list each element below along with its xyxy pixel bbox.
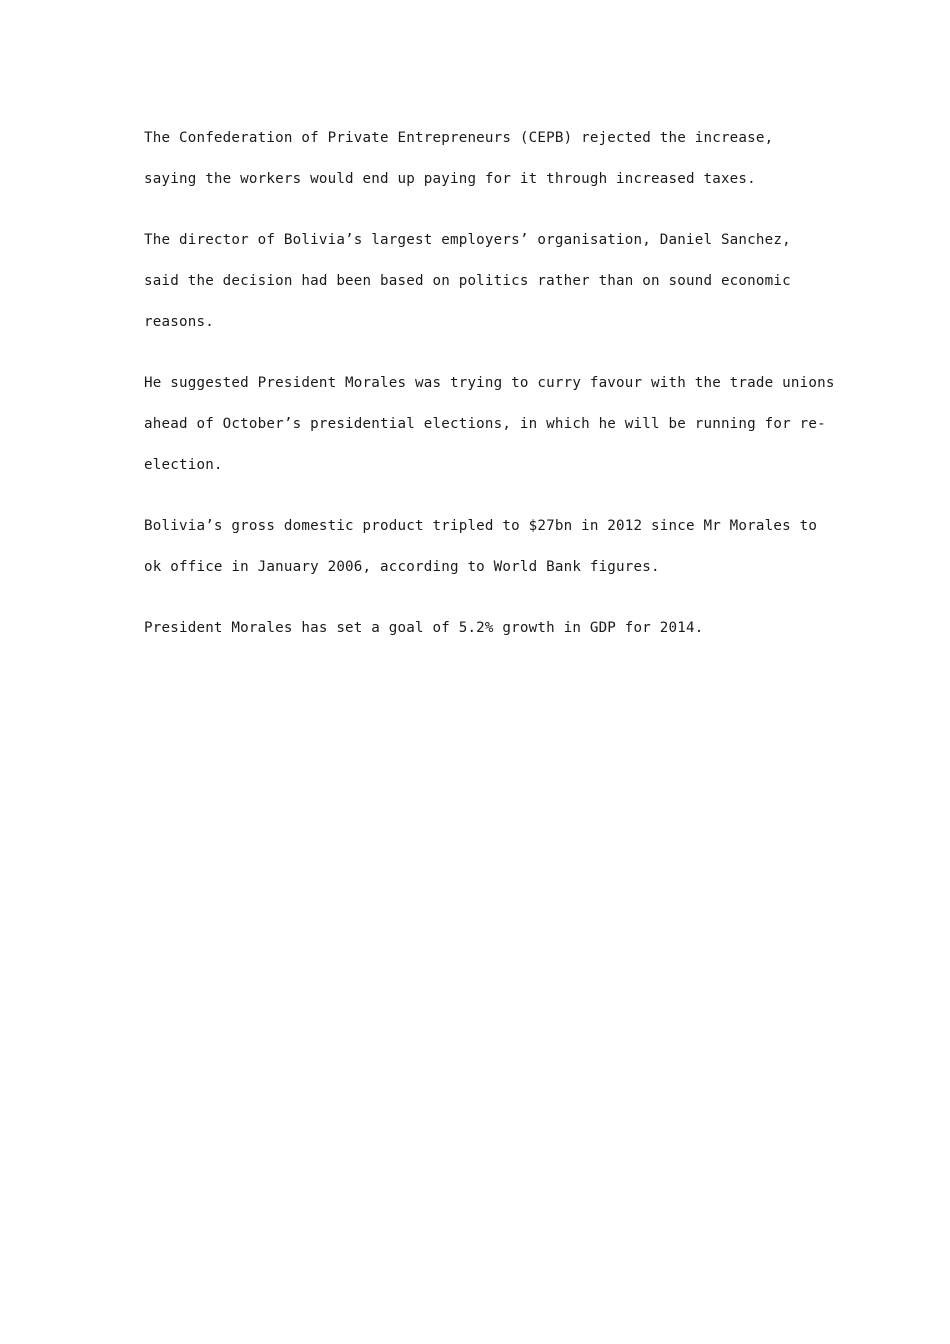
paragraph-5	[144, 608, 814, 649]
paragraph-2	[144, 220, 814, 343]
document-body	[144, 118, 835, 669]
paragraph-line: ok office in January 2006, according to World Bank figures.	[144, 559, 660, 575]
paragraph-line: Bolivia’s gross domestic product tripled to $27bn in 2012 since Mr Morales to	[144, 518, 818, 534]
paragraph-line: reasons.	[144, 314, 214, 330]
paragraph-3	[144, 363, 835, 486]
paragraph-1	[144, 118, 814, 200]
paragraph-line: said the decision had been based on politics rather than on sound economic	[144, 273, 791, 289]
paragraph-line: President Morales has set a goal of 5.2% growth in GDP for 2014.	[144, 620, 704, 636]
paragraph-line: election.	[144, 457, 223, 473]
paragraph-line: saying the workers would end up paying for it through increased taxes.	[144, 171, 756, 187]
paragraph-line: The Confederation of Private Entrepreneurs (CEPB) rejected the increase,	[144, 130, 774, 146]
paragraph-line: The director of Bolivia’s largest employers’ organisation, Daniel Sanchez,	[144, 232, 791, 248]
paragraph-line: ahead of October’s presidential elections, in which he will be running for re-	[144, 416, 826, 432]
paragraph-4	[144, 506, 818, 588]
paragraph-line: He suggested President Morales was trying to curry favour with the trade unions	[144, 375, 835, 391]
